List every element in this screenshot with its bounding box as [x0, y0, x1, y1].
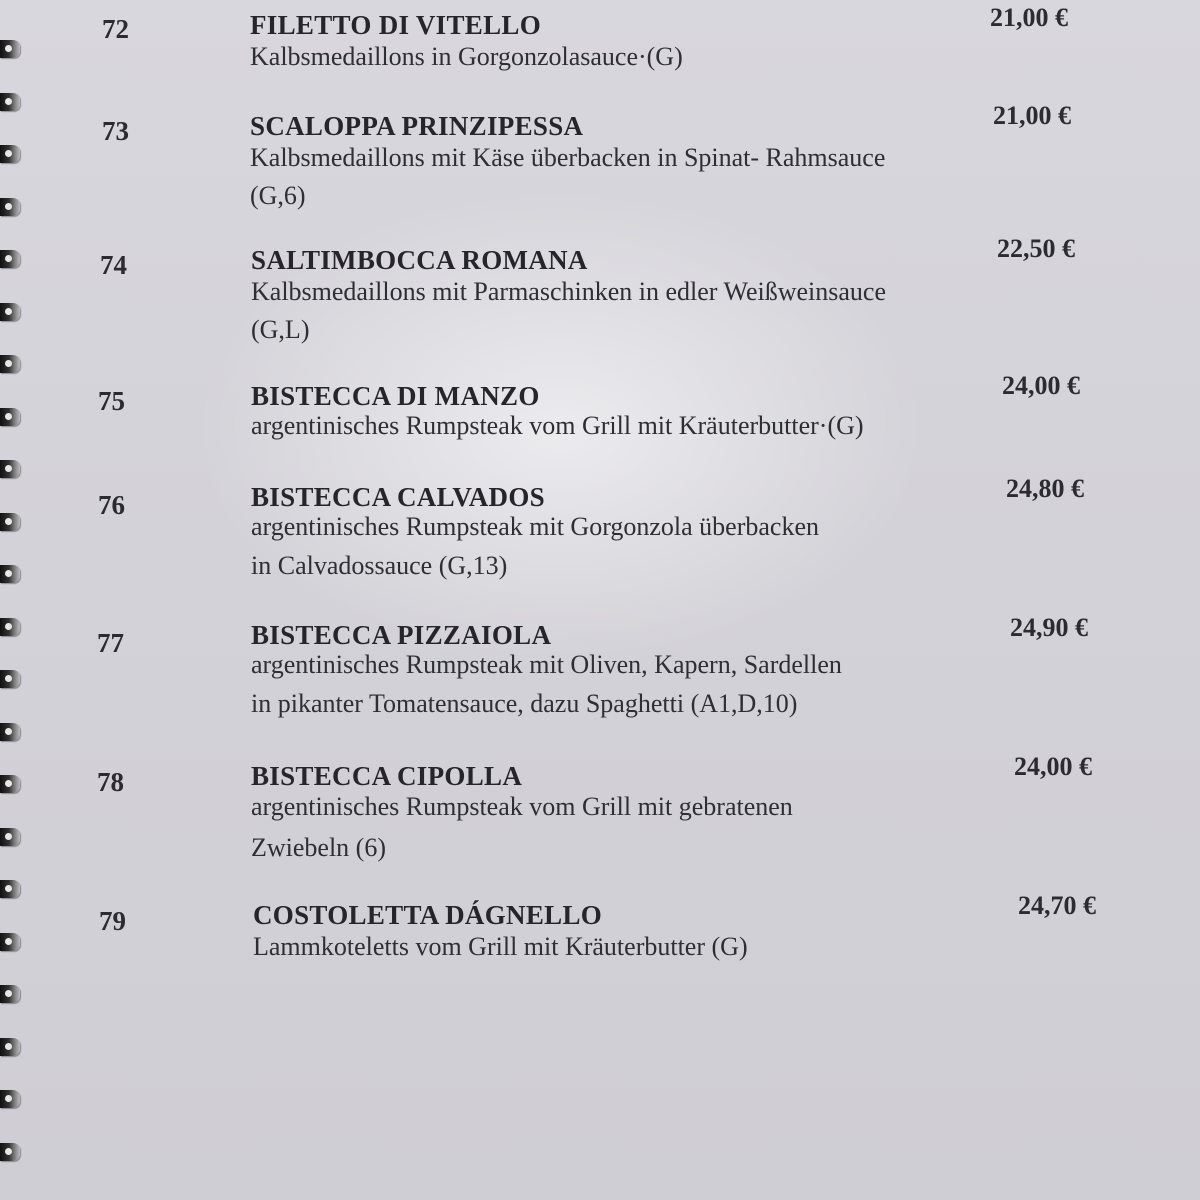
binding-ring — [0, 775, 20, 793]
item-price: 21,00 € — [990, 3, 1068, 32]
item-price: 24,80 € — [1006, 474, 1084, 503]
binding-ring — [0, 1143, 20, 1161]
item-number: 72 — [102, 14, 129, 44]
item-price: 22,50 € — [997, 234, 1075, 263]
item-price: 21,00 € — [993, 101, 1071, 130]
binding-ring — [0, 40, 20, 58]
item-description-line: (G,L) — [251, 315, 310, 344]
binding-ring — [0, 723, 20, 741]
item-description-line: Kalbsmedaillons in Gorgonzolasauce·(G) — [250, 42, 683, 71]
binding-ring — [0, 355, 20, 373]
item-number: 77 — [97, 628, 124, 658]
item-description-line: Kalbsmedaillons mit Parmaschinken in edler Weißweinsauce — [251, 277, 886, 306]
binding-ring — [0, 460, 20, 478]
item-price: 24,70 € — [1018, 891, 1096, 920]
item-description-line: argentinisches Rumpsteak mit Oliven, Kapern, Sardellen — [251, 650, 842, 679]
item-description-line: argentinisches Rumpsteak mit Gorgonzola überbacken — [251, 512, 820, 541]
item-number: 75 — [98, 386, 125, 416]
item-name: SCALOPPA PRINZIPESSA — [250, 111, 584, 141]
binding-ring — [0, 1038, 20, 1056]
binding-ring — [0, 93, 20, 111]
item-description-line: in pikanter Tomatensauce, dazu Spaghetti (A1,D,10) — [251, 689, 798, 718]
item-description-line: Lammkoteletts vom Grill mit Kräuterbutter (G) — [253, 932, 748, 961]
item-price: 24,00 € — [1014, 752, 1092, 781]
item-description-line: in Calvadossauce (G,13) — [251, 551, 508, 580]
binding-ring — [0, 933, 20, 951]
binding-ring — [0, 145, 20, 163]
binding-ring — [0, 880, 20, 898]
item-description-line: Kalbsmedaillons mit Käse überbacken in Spinat- Rahmsauce — [250, 143, 886, 172]
binding-ring — [0, 670, 20, 688]
binding-ring — [0, 513, 20, 531]
item-description-line: argentinisches Rumpsteak vom Grill mit Kräuterbutter·(G) — [251, 411, 864, 440]
item-number: 74 — [100, 250, 127, 280]
binding-ring — [0, 1090, 20, 1108]
item-name: BISTECCA PIZZAIOLA — [251, 620, 552, 650]
item-number: 73 — [102, 116, 129, 146]
binding-ring — [0, 828, 20, 846]
item-name: FILETTO DI VITELLO — [250, 10, 542, 40]
item-price: 24,90 € — [1010, 613, 1088, 642]
binding-ring — [0, 303, 20, 321]
item-description-line: (G,6) — [250, 181, 306, 210]
spiral-binding — [0, 0, 26, 1200]
item-price: 24,00 € — [1002, 371, 1080, 400]
item-name: BISTECCA DI MANZO — [251, 381, 540, 411]
item-name: COSTOLETTA DÁGNELLO — [253, 900, 603, 930]
item-description-line: argentinisches Rumpsteak vom Grill mit gebratenen — [251, 792, 793, 821]
binding-ring — [0, 985, 20, 1003]
binding-ring — [0, 618, 20, 636]
binding-ring — [0, 198, 20, 216]
item-name: SALTIMBOCCA ROMANA — [251, 245, 588, 275]
binding-ring — [0, 250, 20, 268]
item-number: 76 — [98, 490, 125, 520]
item-description-line: Zwiebeln (6) — [251, 833, 387, 862]
item-name: BISTECCA CIPOLLA — [251, 761, 523, 791]
item-name: BISTECCA CALVADOS — [251, 482, 545, 512]
item-number: 79 — [99, 906, 126, 936]
binding-ring — [0, 565, 20, 583]
item-number: 78 — [97, 767, 124, 797]
binding-ring — [0, 408, 20, 426]
